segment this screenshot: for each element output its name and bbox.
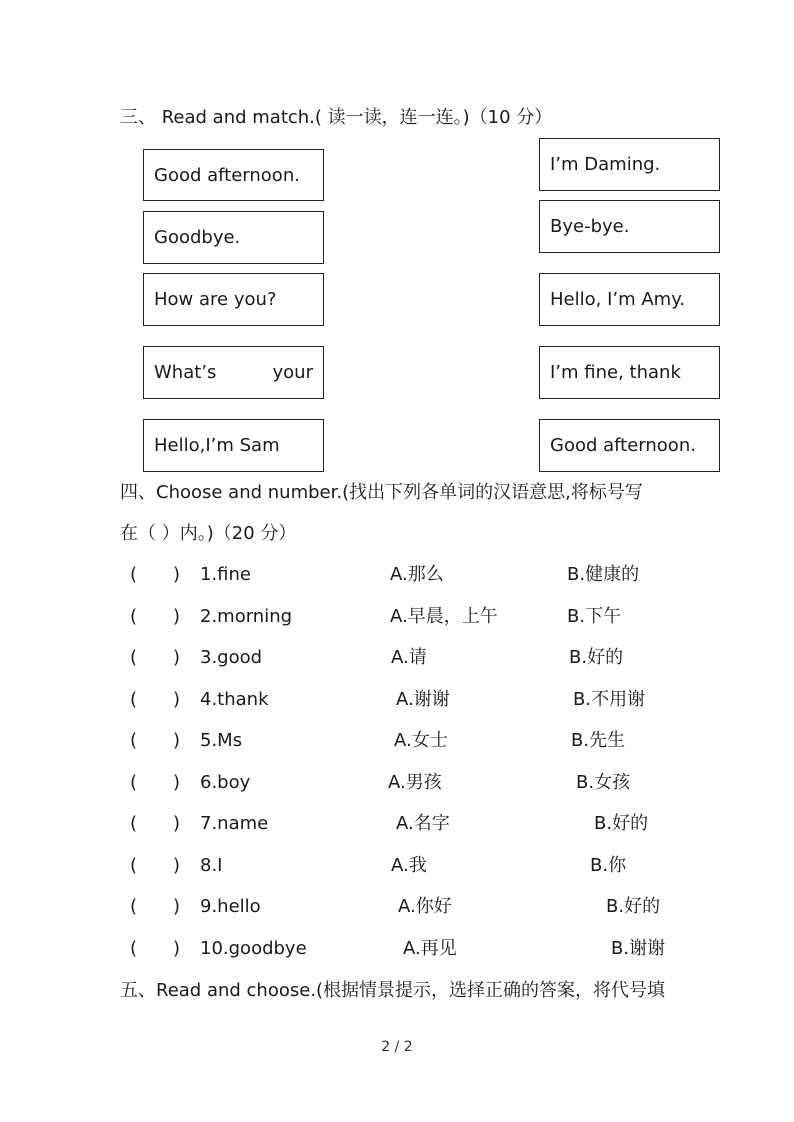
match-left-4 bbox=[143, 346, 324, 399]
choice-b: B.健康的 bbox=[567, 564, 640, 585]
choice-word: 5.Ms bbox=[200, 730, 243, 751]
choice-b: B.好的 bbox=[569, 647, 624, 668]
match-right-2: Bye-bye. bbox=[539, 200, 720, 253]
match-left-4-word1: What’s bbox=[154, 362, 217, 383]
answer-paren[interactable]: ( ) bbox=[130, 564, 181, 585]
choice-a: A.女士 bbox=[394, 730, 448, 751]
choice-b: B.好的 bbox=[594, 813, 649, 834]
choice-word: 3.good bbox=[200, 647, 263, 668]
section3-heading: 三、 Read and match.( 读一读，连一连。)（10 分） bbox=[120, 107, 553, 128]
choice-a: A.你好 bbox=[398, 896, 452, 917]
choice-a: A.请 bbox=[391, 647, 427, 668]
match-left-1: Good afternoon. bbox=[143, 149, 324, 201]
answer-paren[interactable]: ( ) bbox=[130, 730, 181, 751]
choice-b: B.好的 bbox=[606, 896, 661, 917]
match-left-3: How are you? bbox=[143, 273, 324, 326]
choice-b: B.不用谢 bbox=[573, 689, 646, 710]
match-left-2: Goodbye. bbox=[143, 211, 324, 264]
choice-b: B.谢谢 bbox=[611, 938, 666, 959]
choice-a: A.谢谢 bbox=[396, 689, 450, 710]
answer-paren[interactable]: ( ) bbox=[130, 938, 181, 959]
choice-word: 10.goodbye bbox=[200, 938, 307, 959]
answer-paren[interactable]: ( ) bbox=[130, 855, 181, 876]
answer-paren[interactable]: ( ) bbox=[130, 647, 181, 668]
choice-b: B.女孩 bbox=[576, 772, 631, 793]
match-right-1: I’m Daming. bbox=[539, 138, 720, 191]
choice-word: 7.name bbox=[200, 813, 269, 834]
choice-word: 8.I bbox=[200, 855, 223, 876]
answer-paren[interactable]: ( ) bbox=[130, 689, 181, 710]
answer-paren[interactable]: ( ) bbox=[130, 896, 181, 917]
choice-a: A.再见 bbox=[403, 938, 457, 959]
choice-a: A.早晨，上午 bbox=[390, 606, 498, 627]
choice-a: A.那么 bbox=[390, 564, 444, 585]
choice-b: B.你 bbox=[590, 855, 627, 876]
match-left-5: Hello,I’m Sam bbox=[143, 419, 324, 472]
match-left-4-word2: your bbox=[272, 362, 313, 383]
choice-word: 4.thank bbox=[200, 689, 269, 710]
section4-heading-line1: 四、Choose and number.(找出下列各单词的汉语意思,将标号写 bbox=[120, 482, 643, 503]
match-right-3: Hello, I’m Amy. bbox=[539, 273, 720, 326]
choice-word: 1.fine bbox=[200, 564, 251, 585]
match-right-4: I’m fine, thank bbox=[539, 346, 720, 399]
choice-a: A.名字 bbox=[396, 813, 450, 834]
choice-b: B.下午 bbox=[567, 606, 622, 627]
answer-paren[interactable]: ( ) bbox=[130, 813, 181, 834]
choice-b: B.先生 bbox=[571, 730, 626, 751]
choice-a: A.我 bbox=[391, 855, 427, 876]
choice-word: 2.morning bbox=[200, 606, 293, 627]
page-number: 2 / 2 bbox=[381, 1039, 413, 1055]
answer-paren[interactable]: ( ) bbox=[130, 606, 181, 627]
choice-a: A.男孩 bbox=[388, 772, 442, 793]
answer-paren[interactable]: ( ) bbox=[130, 772, 181, 793]
section5-heading: 五、Read and choose.(根据情景提示，选择正确的答案，将代号填 bbox=[120, 980, 666, 1001]
section4-heading-line2: 在（ ）内。)（20 分） bbox=[120, 523, 297, 544]
choice-word: 6.boy bbox=[200, 772, 251, 793]
match-right-5: Good afternoon. bbox=[539, 419, 720, 472]
choice-word: 9.hello bbox=[200, 896, 261, 917]
